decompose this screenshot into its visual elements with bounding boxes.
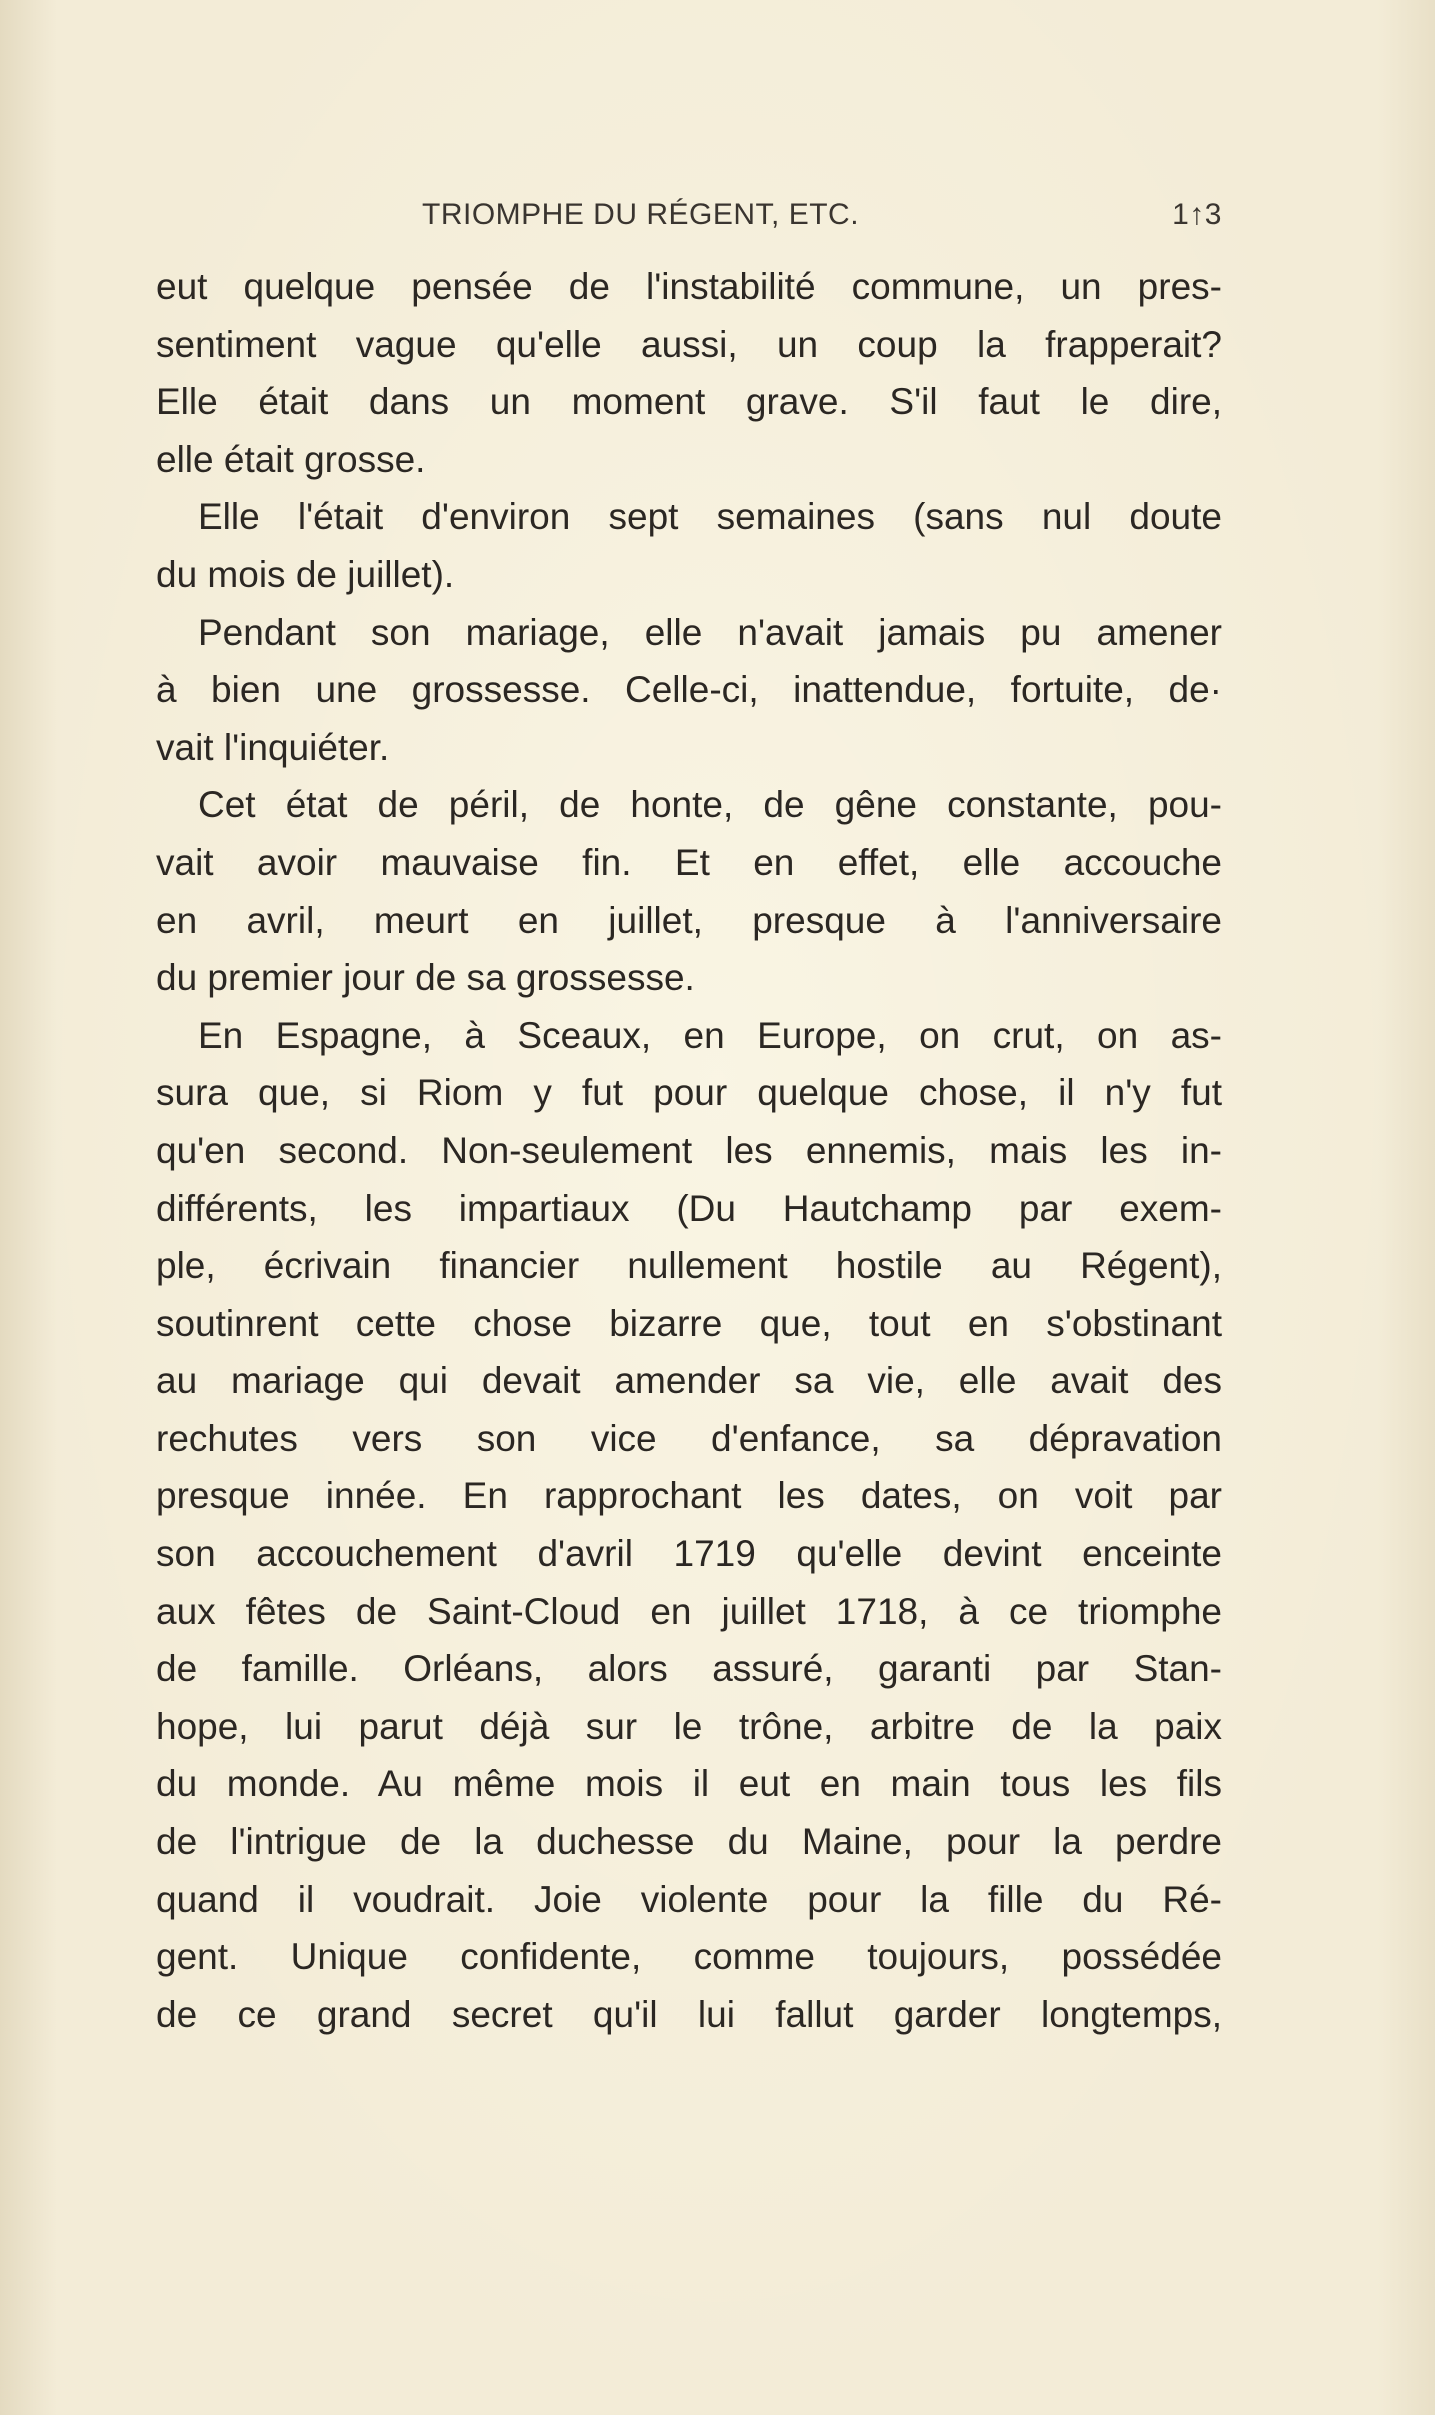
text-line: presque innée. En rapprochant les dates, on voit par [156, 1475, 1222, 1517]
text-line: vait l'inquiéter. [156, 726, 390, 768]
text-line: ple, écrivain financier nullement hostile au Régent), [156, 1245, 1222, 1287]
text-line: hope, lui parut déjà sur le trône, arbitre de la paix [156, 1705, 1222, 1747]
text-line: Elle était dans un moment grave. S'il faut le dire, [156, 381, 1222, 423]
text-line: Elle l'était d'environ sept semaines (sans nul doute [198, 496, 1222, 538]
page-number: 1↑3 [1172, 198, 1222, 231]
text-line: du premier jour de sa grossesse. [156, 957, 695, 999]
text-line: en avril, meurt en juillet, presque à l'anniversaire [156, 899, 1222, 941]
body-text [156, 258, 1222, 2043]
text-line: soutinrent cette chose bizarre que, tout en s'obstinant [156, 1302, 1222, 1344]
text-line: Pendant son mariage, elle n'avait jamais pu amener [198, 611, 1222, 653]
text-line: du mois de juillet). [156, 553, 455, 595]
text-line: de ce grand secret qu'il lui fallut garder longtemps, [156, 1993, 1222, 2035]
text-line: sentiment vague qu'elle aussi, un coup la frapperait? [156, 323, 1222, 365]
text-line: son accouchement d'avril 1719 qu'elle devint enceinte [156, 1533, 1222, 1575]
text-line: gent. Unique confidente, comme toujours, possédée [156, 1936, 1222, 1978]
text-line: à bien une grossesse. Celle-ci, inattendue, fortuite, de· [156, 669, 1222, 711]
text-line: rechutes vers son vice d'enfance, sa dépravation [156, 1417, 1222, 1459]
text-line: elle était grosse. [156, 438, 426, 480]
text-line: quand il voudrait. Joie violente pour la fille du Ré- [156, 1878, 1222, 1920]
text-line: eut quelque pensée de l'instabilité commune, un pres- [156, 266, 1222, 307]
text-line: aux fêtes de Saint-Cloud en juillet 1718, à ce triomphe [156, 1590, 1222, 1632]
text-line: du monde. Au même mois il eut en main tous les fils [156, 1763, 1222, 1805]
text-line: vait avoir mauvaise fin. Et en effet, elle accouche [156, 841, 1222, 883]
running-head [152, 198, 1222, 242]
text-line: au mariage qui devait amender sa vie, elle avait des [156, 1360, 1222, 1402]
running-head-title: TRIOMPHE DU RÉGENT, ETC. [422, 198, 860, 231]
text-line: En Espagne, à Sceaux, en Europe, on crut, on as- [198, 1014, 1222, 1056]
text-line: sura que, si Riom y fut pour quelque chose, il n'y fut [156, 1072, 1222, 1114]
text-line: de famille. Orléans, alors assuré, garanti par Stan- [156, 1648, 1222, 1690]
text-line: Cet état de péril, de honte, de gêne constante, pou- [198, 784, 1222, 826]
text-line: qu'en second. Non-seulement les ennemis, mais les in- [156, 1129, 1222, 1171]
text-line: différents, les impartiaux (Du Hautchamp par exem- [156, 1187, 1222, 1229]
text-line: de l'intrigue de la duchesse du Maine, pour la perdre [156, 1821, 1222, 1863]
